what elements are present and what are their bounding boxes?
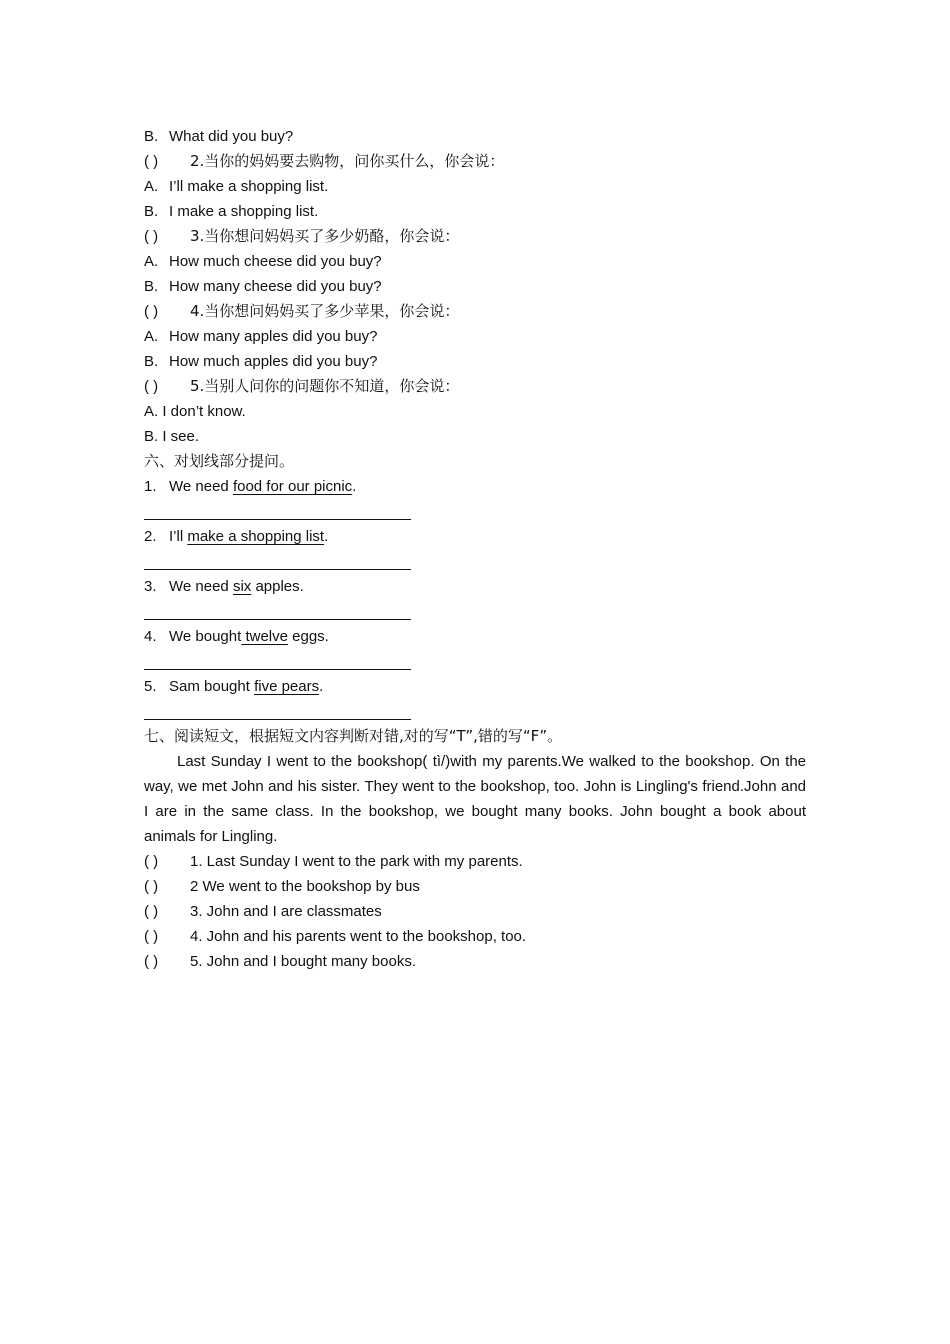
underlined-phrase: six <box>232 578 252 595</box>
tf-statement-1: ( ) 1. Last Sunday I went to the park with my parents. <box>144 849 806 874</box>
q2-option-b: B. I make a shopping list. <box>144 203 319 220</box>
question-4: ( ) 4.当你想问妈妈买了多少苹果，你会说： <box>144 299 806 324</box>
underlined-phrase: twelve <box>241 628 288 645</box>
reading-passage: Last Sunday I went to the bookshop( tì/)with my parents.We walked to the bookshop. On the way, we met John and his sister. They went to the bookshop, too. John is Lingling's friend.John and I are in the same class. In the bookshop, we bought many books. John bought a book about animals for Lingling. <box>144 753 806 845</box>
tf-statement-4: ( ) 4. John and his parents went to the bookshop, too. <box>144 924 806 949</box>
answer-paren[interactable]: ( ) <box>144 153 159 170</box>
q3-option-b: B. How many cheese did you buy? <box>144 278 382 295</box>
answer-paren[interactable]: ( ) <box>144 928 159 945</box>
rewrite-item-5: 5. Sam bought five pears. <box>144 678 324 695</box>
answer-paren[interactable]: ( ) <box>144 228 159 245</box>
q1-option-b: B. What did you buy? <box>144 128 294 145</box>
answer-line[interactable] <box>144 499 806 524</box>
section-6-heading: 六、对划线部分提问。 <box>144 452 295 470</box>
q4-option-a: A. How many apples did you buy? <box>144 328 378 345</box>
rewrite-item-1: 1. We need food for our picnic. <box>144 478 357 495</box>
answer-line[interactable] <box>144 699 806 724</box>
answer-line[interactable] <box>144 649 806 674</box>
rewrite-item-3: 3. We need six apples. <box>144 578 304 595</box>
underlined-phrase: make a shopping list <box>187 528 325 545</box>
q4-option-b: B. How much apples did you buy? <box>144 353 378 370</box>
question-3: ( ) 3.当你想问妈妈买了多少奶酪，你会说： <box>144 224 806 249</box>
tf-statement-2: ( ) 2 We went to the bookshop by bus <box>144 874 806 899</box>
tf-statement-3: ( ) 3. John and I are classmates <box>144 899 806 924</box>
q5-option-b: B. I see. <box>144 428 200 445</box>
q5-option-a: A. I don’t know. <box>144 403 246 420</box>
answer-paren[interactable]: ( ) <box>144 303 159 320</box>
answer-paren[interactable]: ( ) <box>144 953 159 970</box>
underlined-phrase: five pears <box>254 678 320 695</box>
rewrite-item-2: 2. I’ll make a shopping list. <box>144 528 329 545</box>
answer-line[interactable] <box>144 549 806 574</box>
answer-paren[interactable]: ( ) <box>144 853 159 870</box>
worksheet-page <box>144 124 806 974</box>
rewrite-item-4: 4. We bought twelve eggs. <box>144 628 329 645</box>
answer-paren[interactable]: ( ) <box>144 878 159 895</box>
q2-option-a: A. I’ll make a shopping list. <box>144 178 329 195</box>
section-7-heading: 七、阅读短文，根据短文内容判断对错,对的写“T”,错的写“F”。 <box>144 727 563 745</box>
question-5: ( ) 5.当别人问你的问题你不知道，你会说： <box>144 374 806 399</box>
q3-option-a: A. How much cheese did you buy? <box>144 253 382 270</box>
question-2: ( ) 2.当你的妈妈要去购物，问你买什么，你会说： <box>144 149 806 174</box>
answer-paren[interactable]: ( ) <box>144 378 159 395</box>
answer-paren[interactable]: ( ) <box>144 903 159 920</box>
tf-statement-5: ( ) 5. John and I bought many books. <box>144 949 806 974</box>
underlined-phrase: food for our picnic <box>232 478 353 495</box>
answer-line[interactable] <box>144 599 806 624</box>
